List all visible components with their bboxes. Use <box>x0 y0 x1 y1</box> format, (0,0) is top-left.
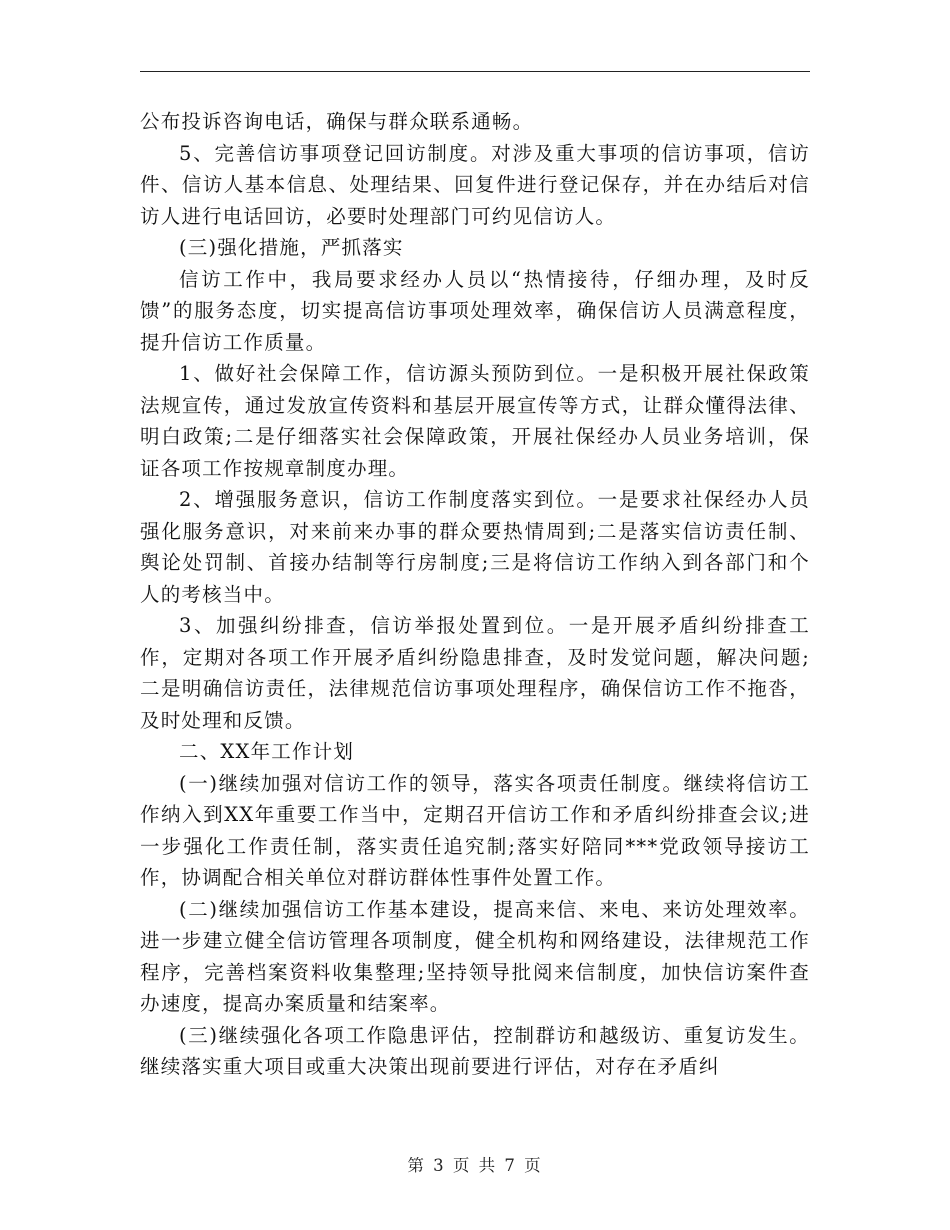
paragraph-0: 公布投诉咨询电话，确保与群众联系通畅。 <box>140 110 534 133</box>
header-rule <box>140 71 810 72</box>
paragraph-5: 2、增强服务意识，信访工作制度落实到位。一是要求社保经办人员强化服务意识，对来前来办事的群众要热情周到;二是落实信访责任制、舆论处罚制、首接办结制等行房制度;三是将信访工作纳入到各部门和个人的考核当中。 <box>140 488 810 606</box>
paragraph-1: 5、完善信访事项登记回访制度。对涉及重大事项的信访事项，信访件、信访人基本信息、处理结果、回复件进行登记保存，并在办结后对信访人进行电话回访，必要时处理部门可约见信访人。 <box>140 141 810 228</box>
paragraph-3: 信访工作中，我局要求经办人员以“热情接待，仔细办理，及时反馈”的服务态度，切实提高信访事项处理效率，确保信访人员满意程度，提升信访工作质量。 <box>140 267 810 354</box>
paragraph-9: (二)继续加强信访工作基本建设，提高来信、来电、来访处理效率。进一步建立健全信访管理各项制度，健全机构和网络建设，法律规范工作程序，完善档案资料收集整理;坚持领导批阅来信制度，加快信访案件查办速度，提高办案质量和结案率。 <box>140 897 810 1015</box>
paragraph-10: (三)继续强化各项工作隐患评估，控制群访和越级访、重复访发生。继续落实重大项目或重大决策出现前要进行评估，对存在矛盾纠 <box>140 1023 810 1078</box>
paragraph-4: 1、做好社会保障工作，信访源头预防到位。一是积极开展社保政策法规宣传，通过发放宣传资料和基层开展宣传等方式，让群众懂得法律、明白政策;二是仔细落实社会保障政策，开展社保经办人员业务培训，保证各项工作按规章制度办理。 <box>140 362 810 480</box>
paragraph-6: 3、加强纠纷排查，信访举报处置到位。一是开展矛盾纠纷排查工作，定期对各项工作开展矛盾纠纷隐患排查，及时发觉问题，解决问题;二是明确信访责任，法律规范信访事项处理程序，确保信访工作不拖沓，及时处理和反馈。 <box>140 614 810 732</box>
paragraph-8: (一)继续加强对信访工作的领导，落实各项责任制度。继续将信访工作纳入到XX年重要工作当中，定期召开信访工作和矛盾纠纷排查会议;进一步强化工作责任制，落实责任追究制;落实好陪同***党政领导接访工作，协调配合相关单位对群访群体性事件处置工作。 <box>140 771 810 889</box>
document-body <box>140 106 810 1083</box>
page-number: 第 3 页 共 7 页 <box>407 1156 543 1175</box>
section-heading-plan: 二、XX年工作计划 <box>179 740 355 763</box>
section-heading-3: (三)强化措施，严抓落实 <box>179 236 404 259</box>
